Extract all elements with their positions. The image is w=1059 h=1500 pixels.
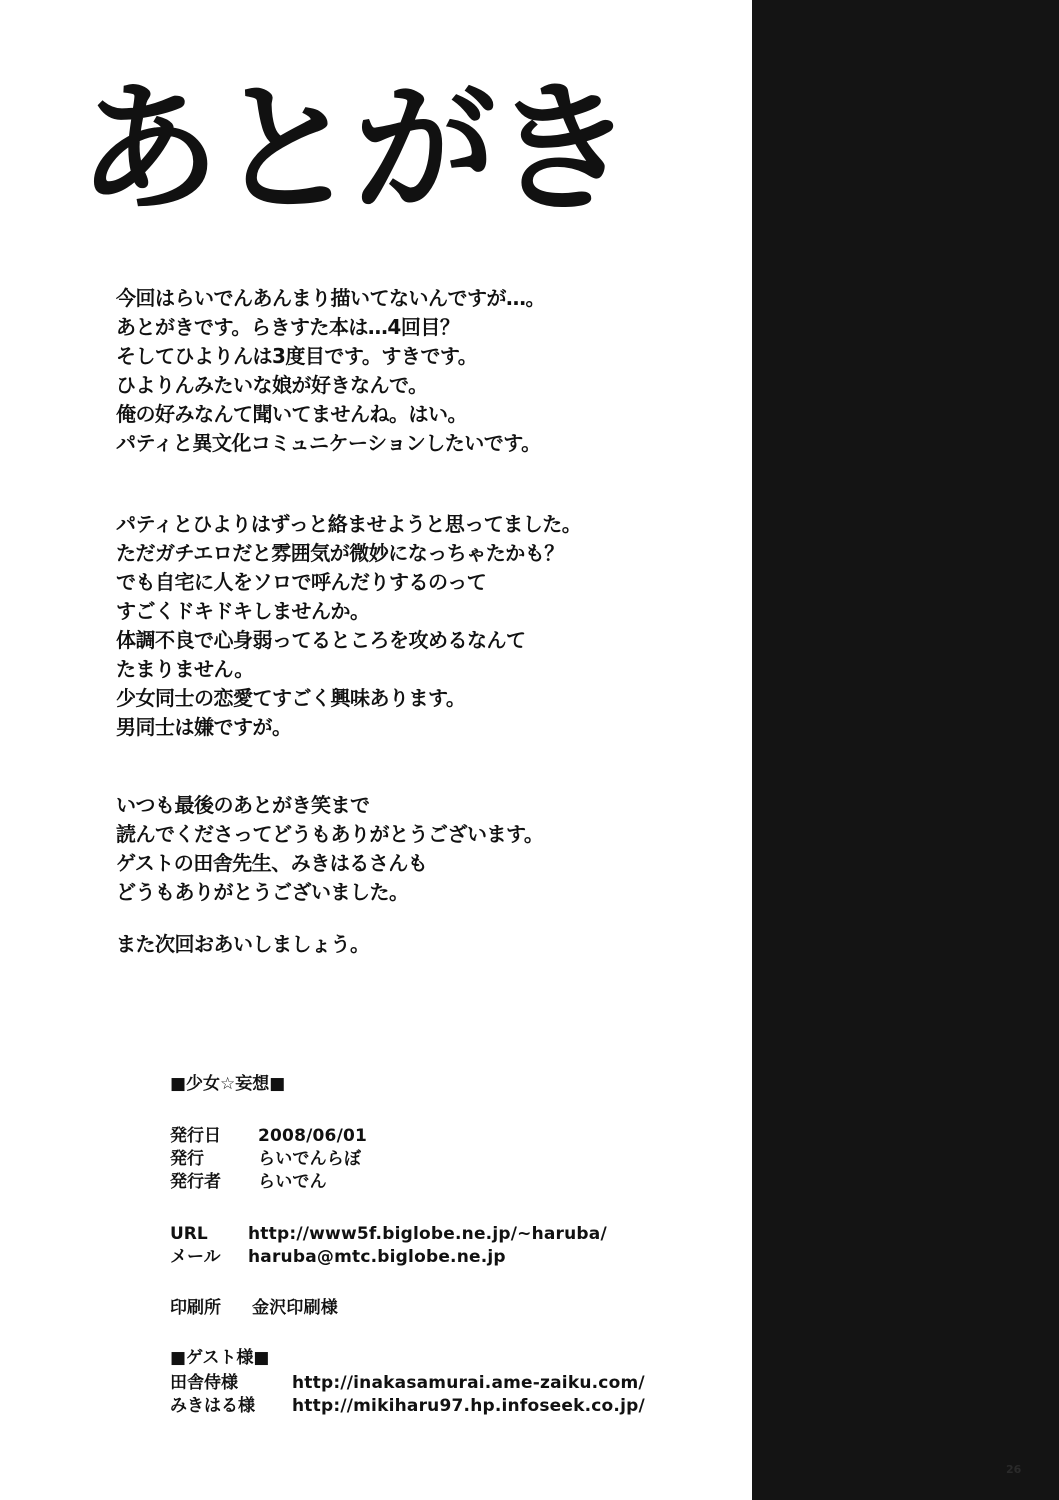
guest-name: みきはる様 bbox=[170, 1396, 255, 1416]
url-value: http://www5f.biglobe.ne.jp/~haruba/ bbox=[248, 1224, 607, 1244]
text-line: 少女同士の恋愛てすごく興味あります。 bbox=[116, 686, 466, 710]
text-line: 体調不良で心身弱ってるところを攻めるなんて bbox=[116, 628, 526, 652]
mail-row bbox=[170, 1246, 730, 1269]
url-row bbox=[170, 1223, 730, 1246]
text-line: ただガチエロだと雰囲気が微妙になっちゃたかも？ bbox=[116, 541, 564, 565]
black-side-band bbox=[752, 0, 1059, 1500]
afterword-paragraph-2 bbox=[116, 510, 736, 742]
text-line: いつも最後のあとがき笑まで bbox=[116, 793, 370, 817]
text-line: また次回おあいしましょう。 bbox=[116, 932, 370, 956]
publisher-person-value: らいでん bbox=[258, 1172, 327, 1192]
text-line: ひよりんみたいな娘が好きなんで。 bbox=[116, 373, 428, 397]
mail-value: haruba@mtc.biglobe.ne.jp bbox=[248, 1247, 506, 1267]
colophon-printer bbox=[170, 1297, 730, 1320]
guest-name: 田舎侍様 bbox=[170, 1373, 238, 1393]
publisher-person-row bbox=[170, 1171, 730, 1194]
text-line: すごくドキドキしませんか。 bbox=[116, 599, 370, 623]
text-line: たまりません。 bbox=[116, 657, 254, 681]
text-line: どうもありがとうございました。 bbox=[116, 880, 409, 904]
colophon-contact bbox=[170, 1223, 730, 1269]
publish-date-label: 発行日 bbox=[170, 1126, 221, 1146]
guest-section-title: ■ゲスト様■ bbox=[170, 1348, 270, 1368]
text-line: 男同士は嫌ですが。 bbox=[116, 715, 292, 739]
text-line: 今回はらいでんあんまり描いてないんですが…。 bbox=[116, 286, 545, 310]
page-title: あとがき bbox=[78, 67, 630, 232]
publisher-label: 発行 bbox=[170, 1149, 204, 1169]
text-line: パティと異文化コミュニケーションしたいです。 bbox=[116, 431, 541, 455]
afterword-paragraph-1 bbox=[116, 284, 736, 458]
mail-label: メール bbox=[170, 1247, 221, 1267]
guest-row bbox=[170, 1372, 730, 1395]
text-line: でも自宅に人をソロで呼んだりするのって bbox=[116, 570, 487, 594]
publisher-value: らいでんらぼ bbox=[258, 1149, 362, 1169]
publisher-person-label: 発行者 bbox=[170, 1172, 221, 1192]
afterword-paragraph-3 bbox=[116, 791, 736, 907]
guest-url: http://mikiharu97.hp.infoseek.co.jp/ bbox=[292, 1396, 645, 1416]
printer-label: 印刷所 bbox=[170, 1298, 221, 1318]
url-label: URL bbox=[170, 1224, 208, 1244]
text-line: 読んでくださってどうもありがとうございます。 bbox=[116, 822, 544, 846]
publisher-row bbox=[170, 1148, 730, 1171]
guest-row bbox=[170, 1395, 730, 1418]
colophon-publication bbox=[170, 1125, 730, 1194]
text-line: ゲストの田舎先生、みきはるさんも bbox=[116, 851, 428, 875]
afterword-paragraph-4 bbox=[116, 930, 736, 959]
guest-url: http://inakasamurai.ame-zaiku.com/ bbox=[292, 1373, 645, 1393]
colophon-book-title: ■少女☆妄想■ bbox=[170, 1074, 286, 1094]
colophon-guests bbox=[170, 1372, 730, 1418]
publish-date-value: 2008/06/01 bbox=[258, 1126, 368, 1146]
publish-date-row bbox=[170, 1125, 730, 1148]
page-number: 26 bbox=[1006, 1463, 1022, 1476]
printer-row bbox=[170, 1297, 730, 1320]
text-line: 俺の好みなんて聞いてませんね。はい。 bbox=[116, 402, 467, 426]
text-line: パティとひよりはずっと絡ませようと思ってました。 bbox=[116, 512, 582, 536]
printer-value: 金沢印刷様 bbox=[252, 1298, 338, 1318]
text-line: そしてひよりんは3度目です。すきです。 bbox=[116, 344, 478, 368]
text-line: あとがきです。らきすた本は…4回目？ bbox=[116, 315, 460, 339]
